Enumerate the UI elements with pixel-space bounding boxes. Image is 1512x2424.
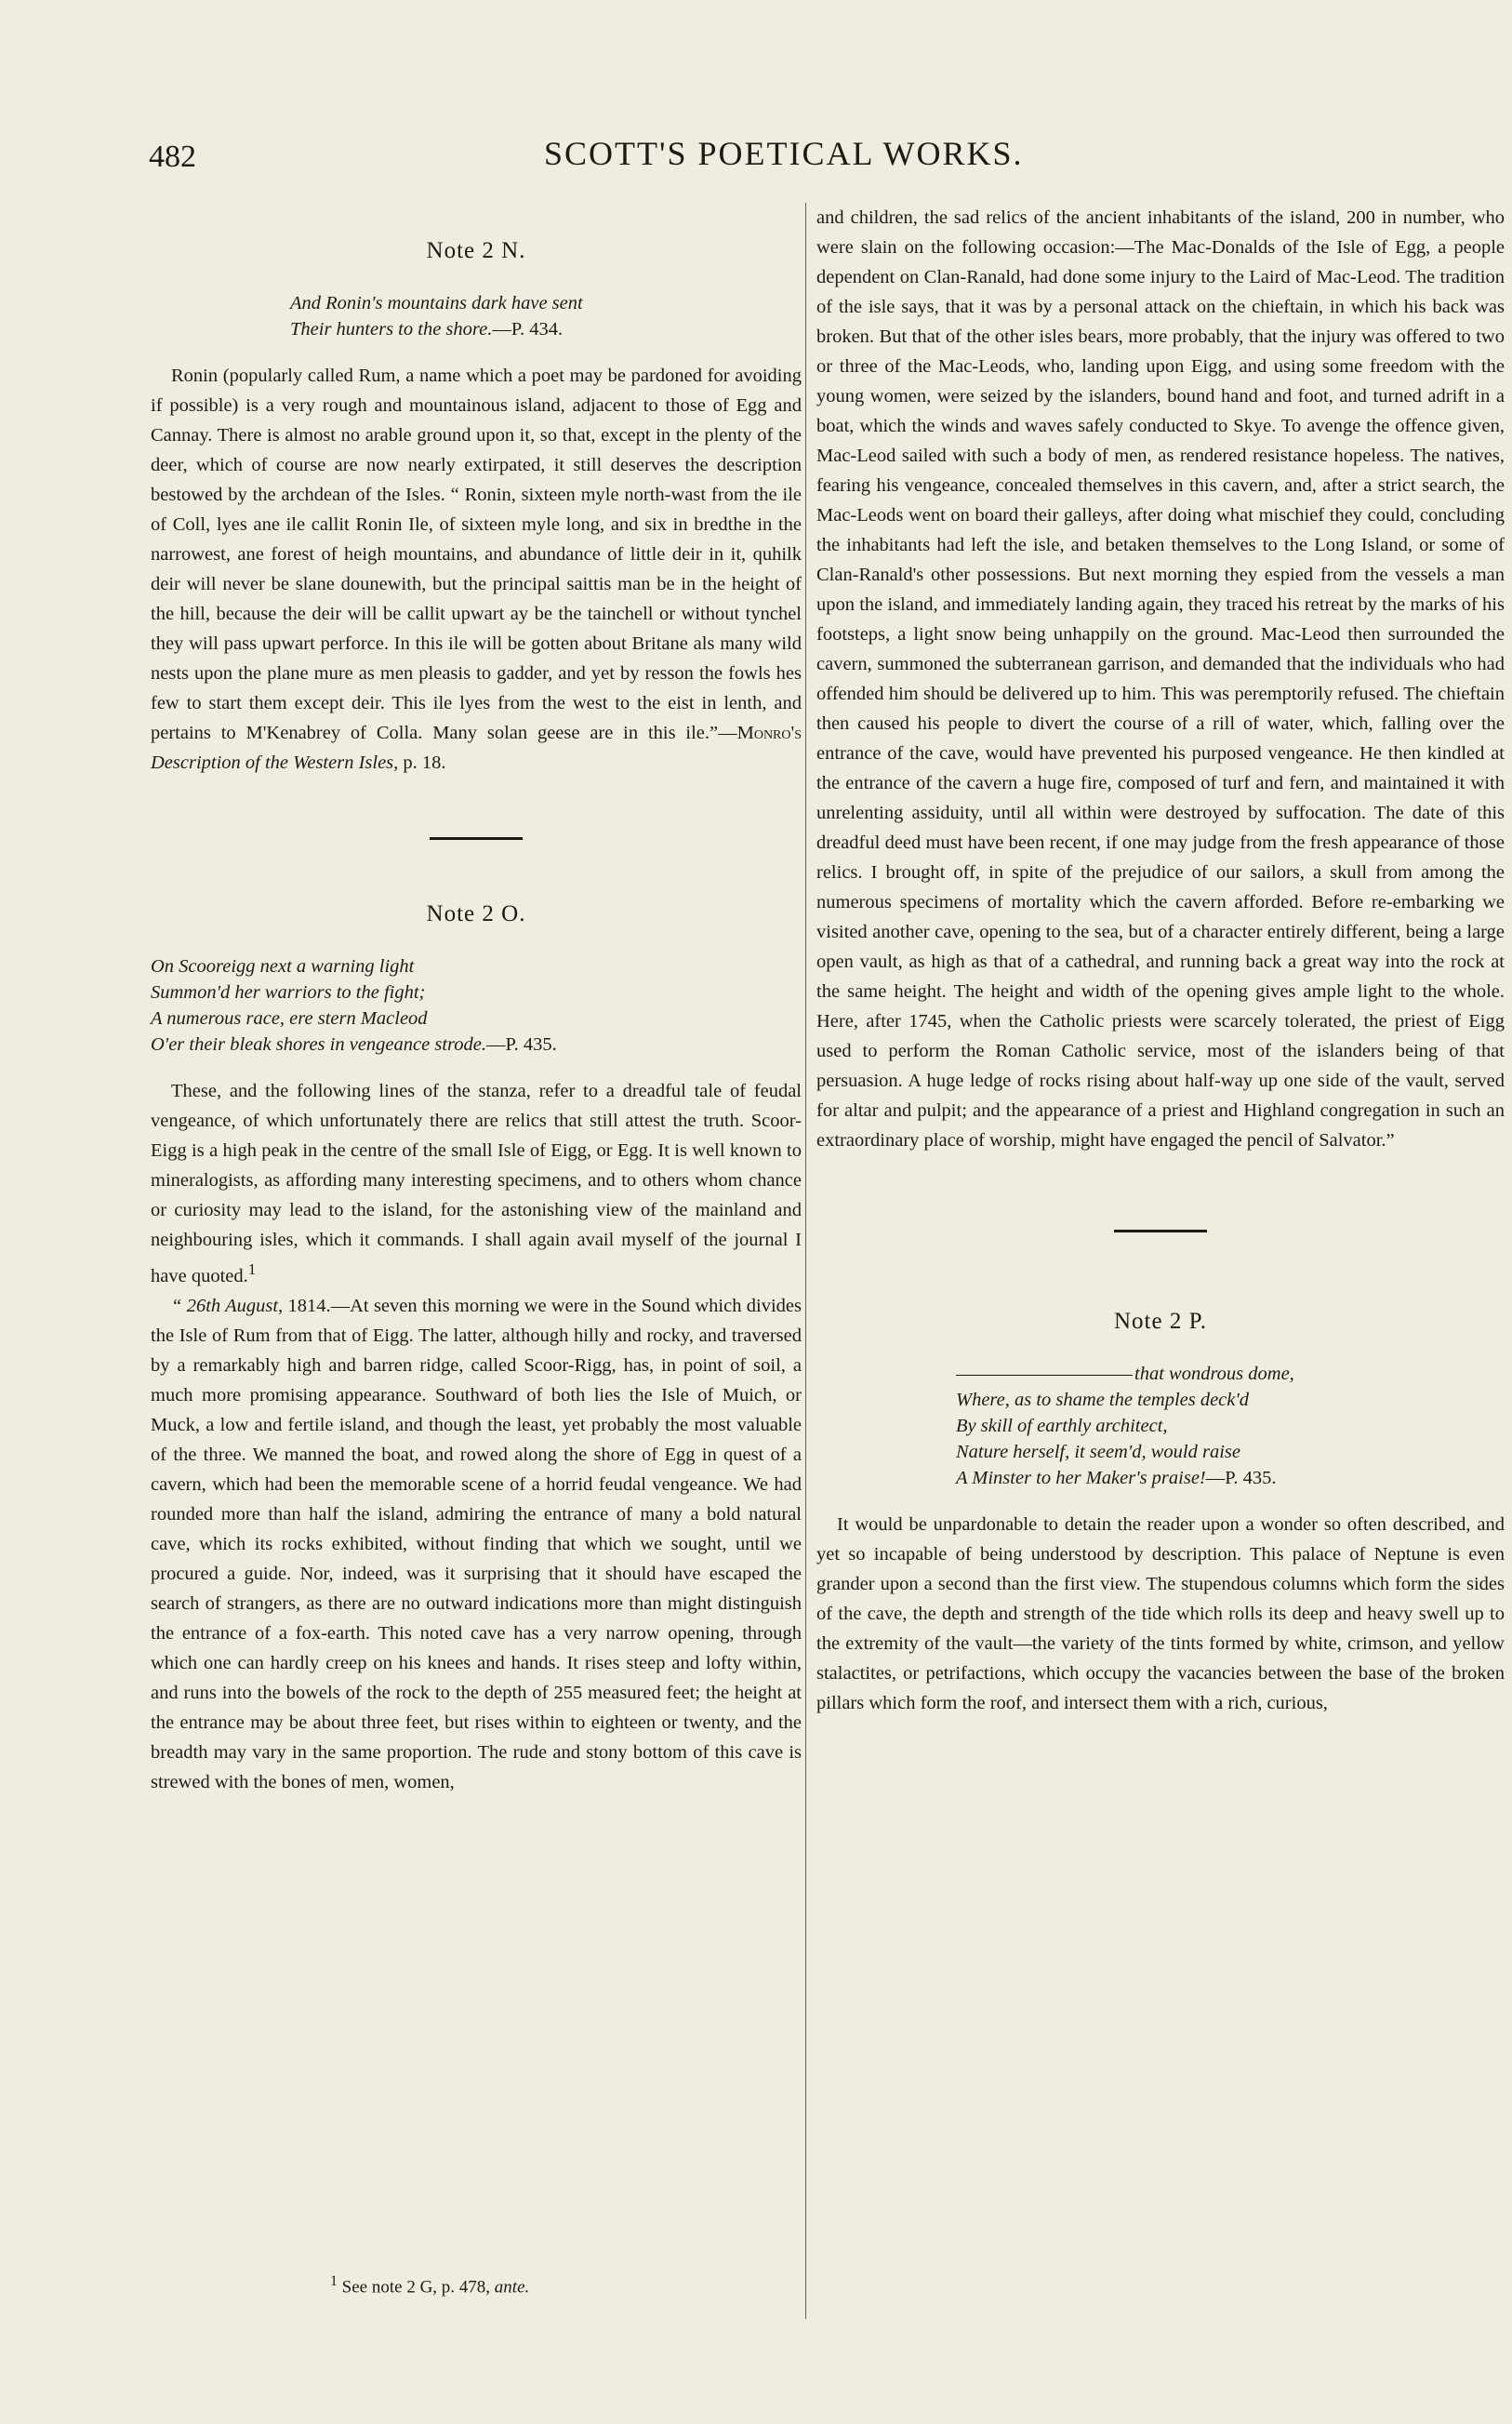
note-2n-verse — [151, 290, 802, 342]
lead-rule — [956, 1375, 1133, 1376]
note-2o-title: Note 2 O. — [426, 901, 526, 926]
left-column — [151, 203, 802, 1797]
verse-line: On Scooreigg next a warning light — [151, 956, 415, 977]
citation-work: Description of the Western Isles, — [151, 753, 399, 773]
column-divider — [805, 203, 806, 2319]
verse-line: O'er their bleak shores in vengeance strode.—P. 435. — [151, 1034, 557, 1055]
page-number: 482 — [149, 140, 196, 174]
note-2o-continuation: and children, the sad relics of the ancient inhabitants of the island, 200 in number, who were slain on the following occasion:—The Mac-Donalds of the Isle of Egg, a people dependent on Clan-Ranald, had done some injury to the Laird of Mac-Leod. The tradition of the isle says, that it was by a personal attack on the chieftain, in which his back was broken. But that of the other isles bears, more probably, that the injury was offered to two or three of the Mac-Leods, who, landing upon Eigg, and using some freedom with the young women, were seized by the islanders, bound hand and foot, and turned adrift in a boat, which the winds and waves safely conducted to Skye. To avenge the offence given, Mac-Leod sailed with such a body of men, as rendered resistance hopeless. The natives, fearing his vengeance, concealed themselves in this cavern, and, after a strict search, the Mac-Leods went on board their galleys, after doing what mischief they could, concluding the inhabitants had left the isle, and betaken themselves to the Long Island, or some of Clan-Ranald's other possessions. But next morning they espied from the vessels a man upon the island, and immediately landing again, they traced his retreat by the marks of his footsteps, a light snow being unhappily on the ground. Mac-Leod then surrounded the cavern, summoned the subterranean garrison, and demanded that the individuals who had offended him should be delivered up to him. This was peremptorily refused. The chieftain then caused his people to divert the course of a rill of water, which, falling over the entrance of the cave, would have prevented his purposed vengeance. He then kindled at the entrance of the cavern a huge fire, composed of turf and fern, and maintained it with unrelenting assiduity, until all within were destroyed by suffocation. The date of this dreadful deed must have been recent, if one may judge from the fresh appearance of those relics. I brought off, in spite of the prejudice of our sailors, a skull from among the numerous specimens of mortality which the cavern afforded. Before re-embarking we visited another cave, opening to the sea, but of a character entirely different, being a large open vault, as high as that of a cathedral, and running back a great way into the rock at the same height. The height and width of the opening gives ample light to the whole. Here, after 1745, when the Catholic priests were scarcely tolerated, the priest of Eigg used to perform the Roman Catholic service, most of the islanders being of that persuasion. A huge ledge of rocks rising about half-way up one side of the vault, served for altar and pulpit; and the appearance of a priest and Highland congregation in such an extraordinary place of worship, might have engaged the pencil of Salvator.” — [816, 207, 1505, 1151]
note-2o-paragraph-1: These, and the following lines of the stanza, refer to a dreadful tale of feudal vengeance, of which unfortunately there are relics that still attest the truth. Scoor-Eigg is a high peak in the centre of the small Isle of Eigg, or Egg. It is well known to mineralogists, as affording many interesting specimens, and to others whom chance or curiosity may lead to the island, for the astonishing view of the mainland and neighbouring isles, which it commands. I shall again avail myself of the journal I have quoted.$^1$ — [151, 1081, 802, 1286]
citation-author: Monro's — [736, 723, 802, 743]
note-2p-verse — [816, 1361, 1505, 1491]
verse-ref: —P. 434. — [492, 319, 564, 340]
verse-ref: —P. 435. — [1205, 1468, 1277, 1488]
verse-line: Their hunters to the shore.—P. 434. — [290, 319, 564, 340]
verse-line: A numerous race, ere stern Macleod — [151, 1008, 428, 1029]
note-2o-verse — [151, 953, 802, 1058]
verse-line: Summon'd her warriors to the fight; — [151, 982, 426, 1003]
verse-line: Where, as to shame the temples deck'd — [956, 1390, 1250, 1410]
verse-line: that wondrous dome, — [956, 1361, 1505, 1387]
footnote-number: 1 — [330, 2273, 338, 2289]
verse-line: Nature herself, it seem'd, would raise — [956, 1442, 1240, 1462]
verse-line: A Minster to her Maker's praise!—P. 435. — [956, 1468, 1277, 1488]
footnote: $^1$ See note 2 G, p. 478, ante. — [330, 2273, 530, 2297]
journal-date: “ 26th August, — [171, 1295, 284, 1316]
note-2p-title: Note 2 P. — [1114, 1309, 1207, 1334]
note-2o-paragraph-2: “ 26th August, 1814.—At seven this morning we were in the Sound which divides the Isle of Rum from that of Eigg. The latter, although hilly and rocky, and traversed by a remarkably high and barren ridge, called Scoor-Rigg, has, in point of soil, a much more promising appearance. Southward of both lies the Isle of Muich, or Muck, a low and fertile island, and though the least, yet probably the most valuable of the three. We manned the boat, and rowed along the shore of Egg in quest of a cavern, which had been the memorable scene of a horrid feudal vengeance. We had rounded more than half the island, admiring the entrance of many a bold natural cave, which its rocks exhibited, without finding that which we sought, until we procured a guide. Nor, indeed, was it surprising that it should have escaped the search of strangers, as there are no outward indications more than might distinguish the entrance of a fox-earth. This noted cave has a very narrow opening, through which one can hardly creep on his knees and hands. It rises steep and lofty within, and runs into the bowels of the rock to the depth of 255 measured feet; the height at the entrance may be about three feet, but rises within to eighteen or twenty, and the breadth may vary in the same proportion. The rude and stony bottom of this cave is strewed with the bones of men, women, — [151, 1295, 802, 1792]
note-2p-paragraph: It would be unpardonable to detain the reader upon a wonder so often described, and yet so incapable of being understood by description. This palace of Neptune is even grander upon a second than the first view. The stupendous columns which form the sides of the cave, the depth and strength of the tide which rolls its deep and heavy swell up to the extremity of the vault—the variety of the tints formed by white, crimson, and yellow stalactites, or petrifactions, which occupy the vacancies between the base of the broken pillars which form the roof, and intersect them with a rich, curious, — [816, 1514, 1505, 1713]
verse-line: By skill of earthly architect, — [956, 1416, 1168, 1436]
right-column — [816, 203, 1505, 1718]
section-rule — [430, 837, 523, 840]
verse-line: And Ronin's mountains dark have sent — [290, 293, 583, 313]
footnote-marker: 1 — [247, 1260, 257, 1278]
verse-ref: —P. 435. — [485, 1034, 557, 1055]
note-2n-title: Note 2 N. — [426, 238, 526, 263]
section-rule — [1114, 1230, 1207, 1232]
running-title: SCOTT'S POETICAL WORKS. — [544, 135, 1024, 172]
note-2n-paragraph: Ronin (popularly called Rum, a name which a poet may be pardoned for avoiding if possible) is a very rough and mountainous island, adjacent to those of Egg and Cannay. There is almost no arable ground upon it, so that, except in the plenty of the deer, which of course are now nearly extirpated, it still deserves the description bestowed by the archdean of the Isles. “ Ronin, sixteen myle north-wast from the ile of Coll, lyes ane ile callit Ronin Ile, of sixteen myle long, and six in bredthe in the narrowest, ane forest of heigh mountains, and abundance of little deir in it, quhilk deir will never be slane dounewith, but the principal saittis man be in the height of the hill, because the deir will be callit upwart ay be the tainchell or without tynchel they will pass upwart perforce. In this ile will be gotten about Britane als many wild nests upon the plane mure as men pleasis to gadder, and yet by resson the fowls hes few to start them except deir. This ile lyes from the west to the eist in lenth, and pertains to M'Kenabrey of Colla. Many solan geese are in this ile.”—Monro's Description of the Western Isles, p. 18. — [151, 366, 802, 773]
